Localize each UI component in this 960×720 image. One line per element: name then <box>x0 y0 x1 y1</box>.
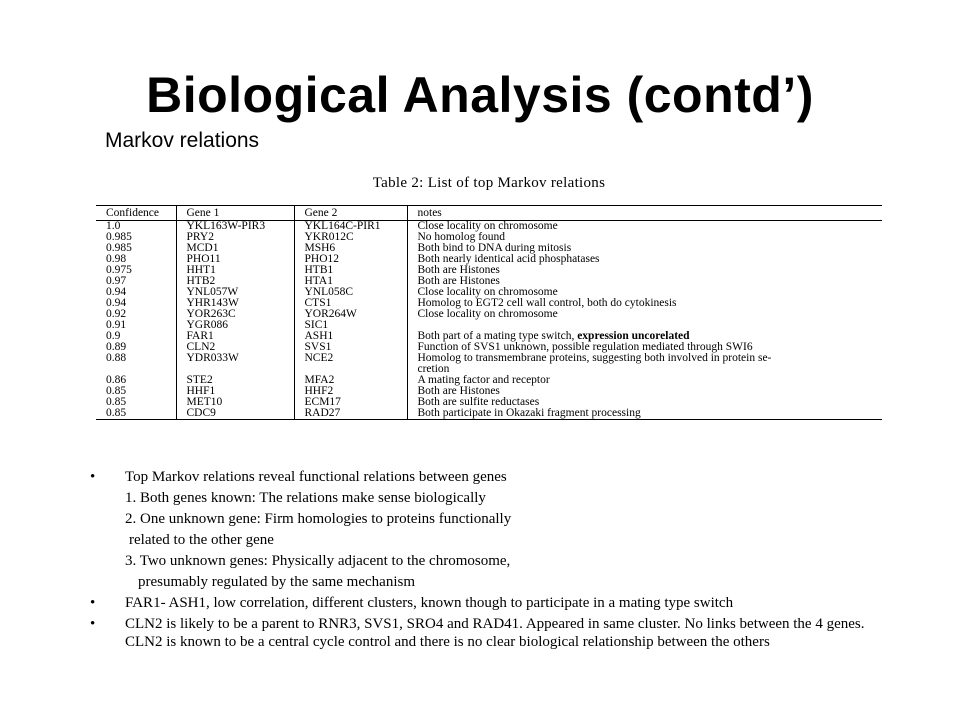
cell-confidence: 0.92 <box>106 308 127 320</box>
cell-gene2: HHF2 <box>294 386 407 397</box>
cell-gene1: HHT1 <box>176 265 294 276</box>
cell-gene1: MCD1 <box>176 243 294 254</box>
sub-item: 3. Two unknown genes: Physically adjacent to the chromosome, <box>125 553 511 569</box>
cell-gene2: YKR012C <box>294 232 407 243</box>
cell-gene1: PRY2 <box>176 232 294 243</box>
table-body <box>96 221 882 420</box>
cell-gene1: YKL163W-PIR3 <box>176 221 294 233</box>
cell-gene2: ASH1 <box>294 331 407 342</box>
cell-notes: cretion <box>407 364 882 375</box>
cell-gene2: RAD27 <box>294 408 407 420</box>
bullet-list <box>90 468 880 654</box>
cell-confidence: 0.985 <box>106 231 132 243</box>
table-caption: Table 2: List of top Markov relations <box>372 175 606 191</box>
cell-confidence: 1.0 <box>106 220 121 232</box>
cell-gene2: CTS1 <box>294 298 407 309</box>
cell-confidence: 0.975 <box>106 264 132 276</box>
header-gene2: Gene 2 <box>294 206 407 221</box>
sub-item: 2. One unknown gene: Firm homologies to proteins functionally <box>125 511 512 527</box>
cell-gene2: HTA1 <box>294 276 407 287</box>
markov-relations-table <box>96 205 882 420</box>
bullet-text: CLN2 is likely to be a parent to RNR3, SVS1, SRO4 and RAD41. Appeared in same cluster. No links between the 4 genes. CLN2 is known to be a central cycle control and there is no clear biological relationship between the others <box>125 616 865 650</box>
cell-gene1: YNL057W <box>176 287 294 298</box>
cell-gene1: YHR143W <box>176 298 294 309</box>
cell-gene2: HTB1 <box>294 265 407 276</box>
cell-gene1: FAR1 <box>176 331 294 342</box>
cell-notes: Both are Histones <box>407 265 882 276</box>
cell-gene1: YGR086 <box>176 320 294 331</box>
cell-gene1: YOR263C <box>176 309 294 320</box>
bullet-item <box>90 468 880 486</box>
table-header-row <box>96 206 882 221</box>
cell-gene2: MSH6 <box>294 243 407 254</box>
slide-subtitle: Markov relations <box>105 129 260 152</box>
cell-notes: Both are Histones <box>407 386 882 397</box>
cell-notes: Homolog to EGT2 cell wall control, both do cytokinesis <box>407 298 882 309</box>
cell-confidence: 0.9 <box>106 330 121 342</box>
cell-confidence: 0.98 <box>106 253 127 265</box>
cell-confidence: 0.86 <box>106 374 127 386</box>
bullet-marker: • <box>90 616 96 632</box>
cell-notes: Function of SVS1 unknown, possible regulation mediated through SWI6 <box>407 342 882 353</box>
cell-notes: Both are Histones <box>407 276 882 287</box>
cell-notes: Homolog to transmembrane proteins, suggesting both involved in protein se- <box>407 353 882 364</box>
sub-item-continuation: related to the other gene <box>129 532 274 548</box>
cell-gene1: PHO11 <box>176 254 294 265</box>
header-confidence: Confidence <box>96 206 176 221</box>
cell-notes: Both are sulfite reductases <box>407 397 882 408</box>
notes-emphasis: expression uncorelated <box>577 330 690 342</box>
cell-gene1: HTB2 <box>176 276 294 287</box>
table-row <box>96 408 882 420</box>
cell-gene1: MET10 <box>176 397 294 408</box>
cell-gene2: YKL164C-PIR1 <box>294 221 407 233</box>
cell-gene1: CDC9 <box>176 408 294 420</box>
cell-confidence: 0.85 <box>96 408 176 420</box>
bullet-marker: • <box>90 595 96 611</box>
table-row <box>96 353 882 364</box>
cell-notes: Both bind to DNA during mitosis <box>407 243 882 254</box>
cell-gene1: YDR033W <box>176 353 294 364</box>
bullet-item <box>90 615 880 651</box>
cell-notes: A mating factor and receptor <box>407 375 882 386</box>
cell-gene2: NCE2 <box>294 353 407 364</box>
cell-confidence: 0.91 <box>106 319 127 331</box>
cell-gene2: PHO12 <box>294 254 407 265</box>
cell-gene2: YOR264W <box>294 309 407 320</box>
cell-gene2: MFA2 <box>294 375 407 386</box>
sub-item-continuation: presumably regulated by the same mechanism <box>138 574 415 590</box>
cell-gene2: ECM17 <box>294 397 407 408</box>
markov-table-container <box>96 205 882 420</box>
cell-confidence: 0.85 <box>106 385 127 397</box>
bullet-item <box>90 594 880 612</box>
cell-confidence: 0.89 <box>106 341 127 353</box>
cell-notes: Close locality on chromosome <box>407 309 882 320</box>
bullet-text: Top Markov relations reveal functional relations between genes <box>125 469 507 485</box>
bullet-text: FAR1- ASH1, low correlation, different clusters, known though to participate in a mating type switch <box>125 595 734 611</box>
cell-gene2: SIC1 <box>294 320 407 331</box>
header-notes: notes <box>407 206 882 221</box>
cell-confidence: 0.88 <box>106 352 127 364</box>
cell-notes: Close locality on chromosome <box>407 221 882 233</box>
cell-notes: Both part of a mating type switch, expression uncorelated <box>407 331 882 342</box>
slide-title: Biological Analysis (contd’) <box>146 67 814 123</box>
sub-item: 1. Both genes known: The relations make sense biologically <box>125 490 486 506</box>
cell-notes: Both participate in Okazaki fragment processing <box>407 408 882 420</box>
cell-confidence: 0.94 <box>106 286 127 298</box>
cell-gene1: STE2 <box>176 375 294 386</box>
cell-gene1: HHF1 <box>176 386 294 397</box>
cell-gene2: YNL058C <box>294 287 407 298</box>
cell-confidence: 0.97 <box>106 275 127 287</box>
bullet-marker: • <box>90 469 96 485</box>
cell-confidence: 0.985 <box>106 242 132 254</box>
cell-notes: No homolog found <box>407 232 882 243</box>
header-gene1: Gene 1 <box>176 206 294 221</box>
cell-gene1: CLN2 <box>176 342 294 353</box>
cell-confidence: 0.85 <box>106 396 127 408</box>
cell-notes: Close locality on chromosome <box>407 287 882 298</box>
cell-gene2: SVS1 <box>294 342 407 353</box>
cell-confidence: 0.94 <box>106 297 127 309</box>
cell-notes: Both nearly identical acid phosphatases <box>407 254 882 265</box>
